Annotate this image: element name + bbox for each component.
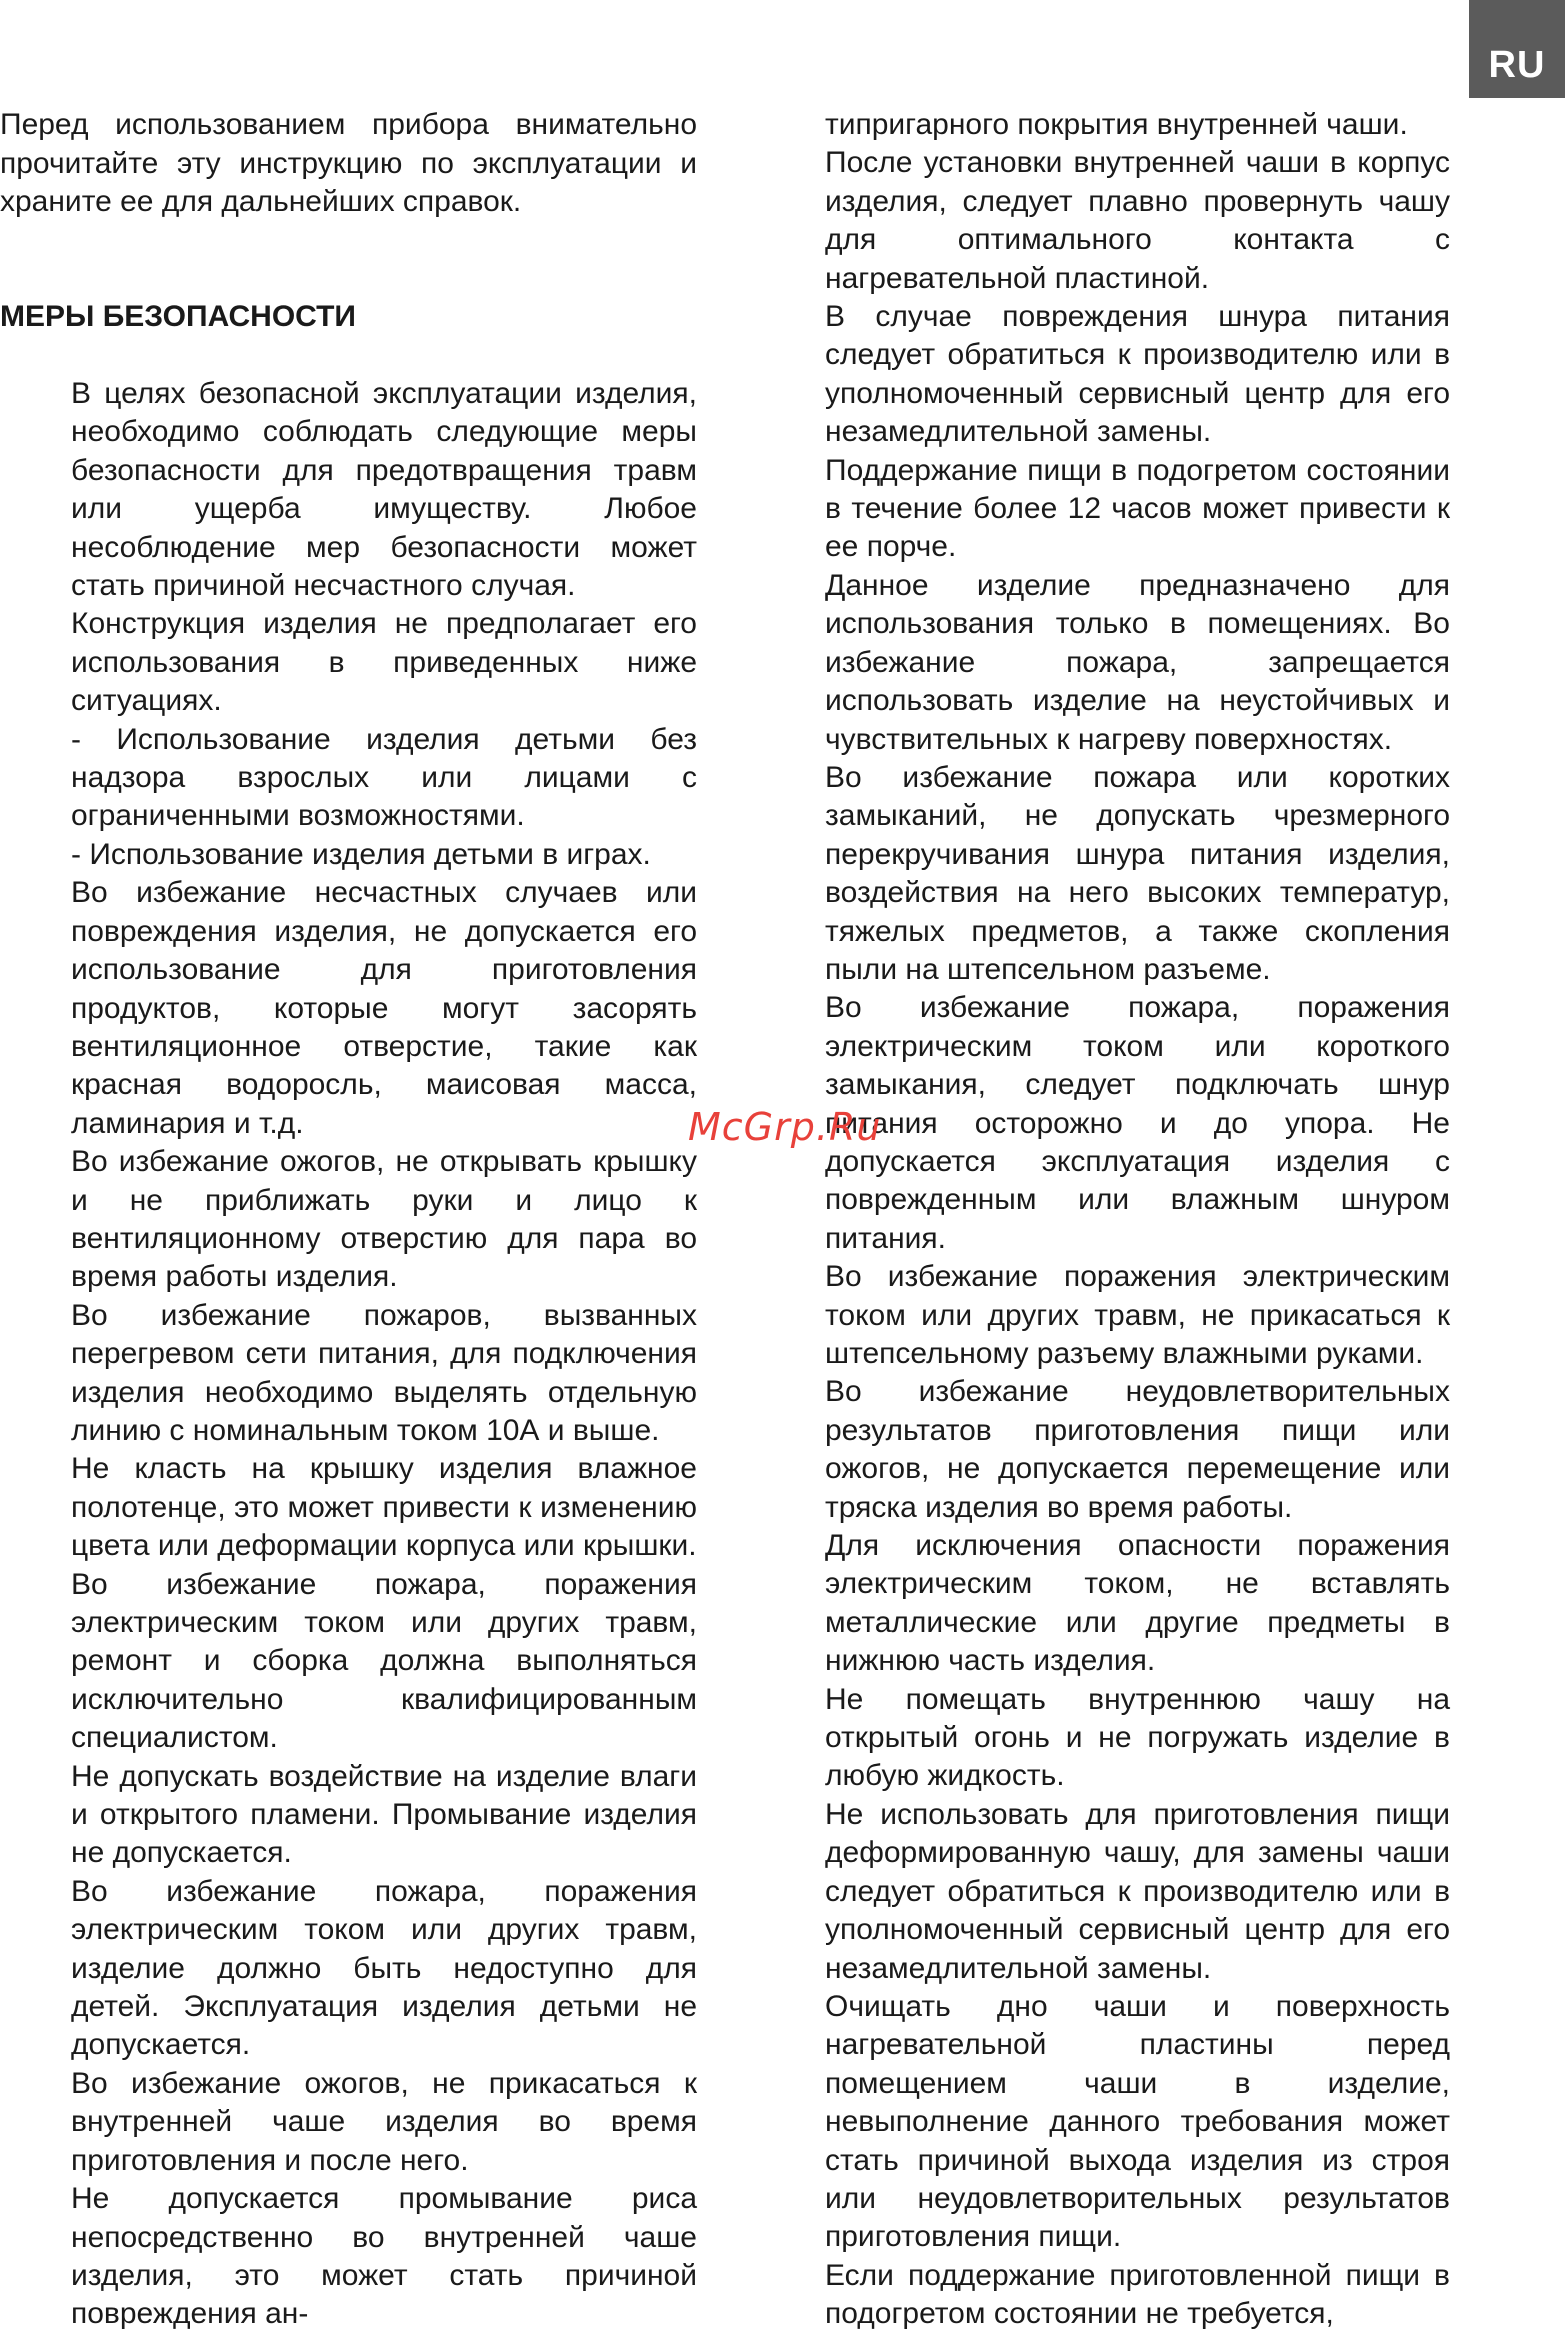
intro-text: Перед использованием прибора внимательно прочитайте эту инструкцию по эксплуатации и храните ее для дальнейших справок. [0,108,697,218]
paragraph: Во избежание поражения электрическим током или других травм, не прикасаться к штепсельному разъему влажными руками. [825,1260,1450,1370]
paragraph: - Использование изделия детьми в играх. [71,837,651,871]
paragraph: Во избежание пожара, поражения электрическим током или других травм, ремонт и сборка должна выполняться исключительно квалифицированным специалистом. [71,1567,697,1755]
section-title: МЕРЫ БЕЗОПАСНОСТИ [0,300,356,333]
paragraph: Во избежание ожогов, не прикасаться к внутренней чаше изделия во время приготовления и после него. [71,2066,697,2177]
paragraph: типригарного покрытия внутренней чаши. [825,108,1408,141]
paragraph: Во избежание неудовлетворительных результатов приготовления пищи или ожогов, не допускается перемещение или тряска изделия во время работы. [825,1375,1450,1524]
paragraph: Конструкция изделия не предполагает его использования в приведенных ниже ситуациях. [71,607,697,718]
paragraph: Для исключения опасности поражения электрическим током, не вставлять металлические или другие предметы в нижнюю часть изделия. [825,1529,1450,1678]
right-column [825,106,1450,2334]
paragraph: Поддержание пищи в подогретом состоянии в течение более 12 часов может привести к ее порче. [825,453,1450,564]
paragraph: Если поддержание приготовленной пищи в подогретом состоянии не требуется, [825,2258,1450,2331]
paragraph: Во избежание пожара или коротких замыканий, не допускать чрезмерного перекручивания шнура питания изделия, воздействия на него высоких температур, тяжелых предметов, а также скопления пыли на штепсельном разъеме. [825,760,1450,986]
paragraph: Не допускать воздействие на изделие влаги и открытого пламени. Промывание изделия не допускается. [71,1759,697,1870]
paragraph: Не использовать для приготовления пищи деформированную чашу, для замены чаши следует обратиться к производителю или в уполномоченный сервисный центр для его незамедлительной замены. [825,1797,1450,1985]
paragraph: Во избежание пожаров, вызванных перегревом сети питания, для подключения изделия необходимо выделять отдельную линию с номинальным током 10А и выше. [71,1298,697,1447]
paragraph: - Использование изделия детьми без надзора взрослых или лицами с ограниченными возможностями. [71,722,697,833]
paragraph: Во избежание пожара, поражения электрическим током или короткого замыкания, следует подключать шнур питания осторожно и до упора. Не допускается эксплуатация изделия с поврежденным или влажным шнуром питания. [825,991,1450,1255]
language-badge: RU [1469,0,1565,98]
watermark: McGrp.Ru [688,1105,882,1149]
paragraph: После установки внутренней чаши в корпус изделия, следует плавно провернуть чашу для оптимального контакта с нагревательной пластиной. [825,146,1450,295]
paragraph: Очищать дно чаши и поверхность нагревательной пластины перед помещением чаши в изделие, невыполнение данного требования может стать причиной выхода изделия из строя или неудовлетворительных результатов приготовления пищи. [825,1989,1450,2254]
paragraph: В целях безопасной эксплуатации изделия, необходимо соблюдать следующие меры безопасности для предотвращения травм или ущерба имуществу. Любое несоблюдение мер безопасности может стать причиной несчастного случая. [71,377,697,603]
paragraph: Не помещать внутреннюю чашу на открытый огонь и не погружать изделие в любую жидкость. [825,1682,1450,1793]
paragraph: Во избежание несчастных случаев или повреждения изделия, не допускается его использование для приготовления продуктов, которые могут засорять вентиляционное отверстие, такие как красная водоросль, маисовая масса, ламинария и т.д. [71,876,697,1140]
paragraph: Во избежание пожара, поражения электрическим током или других травм, изделие должно быть недоступно для детей. Эксплуатация изделия детьми не допускается. [71,1874,697,2062]
paragraph: В случае повреждения шнура питания следует обратиться к производителю или в уполномоченный сервисный центр для его незамедлительной замены. [825,300,1450,449]
left-column [71,375,697,2334]
paragraph: Во избежание ожогов, не открывать крышку и не приближать руки и лицо к вентиляционному отверстию для пара во время работы изделия. [71,1145,697,1294]
paragraph: Не допускается промывание риса непосредственно во внутренней чаше изделия, это может стать причиной повреждения ан- [71,2182,697,2331]
paragraph: Не класть на крышку изделия влажное полотенце, это может привести к изменению цвета или деформации корпуса или крышки. [71,1452,697,1563]
paragraph: Данное изделие предназначено для использования только в помещениях. Во избежание пожара, запрещается использовать изделие на неустойчивых и чувствительных к нагреву поверхностях. [825,568,1450,756]
